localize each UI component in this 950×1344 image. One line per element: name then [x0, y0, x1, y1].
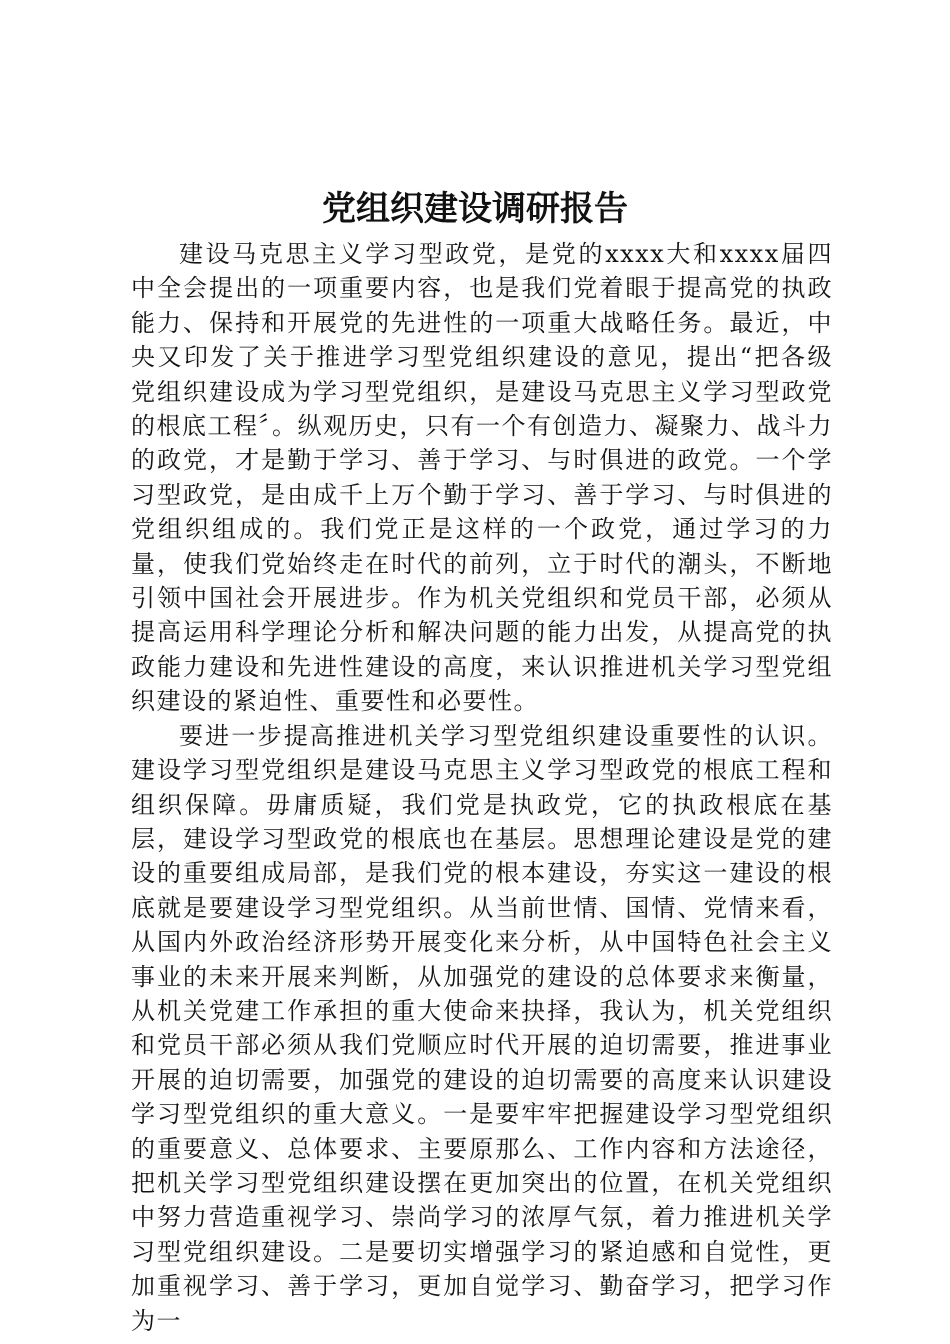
body-paragraph-1: 建设马克思主义学习型政党，是党的xxxx大和xxxx届四中全会提出的一项重要内容，也是我们党着眼于提高党的执政能力、保持和开展党的先进性的一项重大战略任务。最近，中央又印发了关于推进学习型党组织建设的意见，提出“把各级党组织建设成为学习型党组织，是建设马克思主义学习型政党的根底工程〞。纵观历史，只有一个有创造力、凝聚力、战斗力的政党，才是勤于学习、善于学习、与时俱进的政党。一个学习型政党，是由成千上万个勤于学习、善于学习、与时俱进的党组织组成的。我们党正是这样的一个政党，通过学习的力量，使我们党始终走在时代的前列，立于时代的潮头，不断地引领中国社会开展进步。作为机关党组织和党员干部，必须从提高运用科学理论分析和解决问题的能力出发，从提高党的执政能力建设和先进性建设的高度，来认识推进机关学习型党组织建设的紧迫性、重要性和必要性。 — [131, 240, 833, 716]
body-paragraph-2: 要进一步提高推进机关学习型党组织建设重要性的认识。建设学习型党组织是建设马克思主义学习型政党的根底工程和组织保障。毋庸质疑，我们党是执政党，它的执政根底在基层，建设学习型政党的根底也在基层。思想理论建设是党的建设的重要组成局部，是我们党的根本建设，夯实这一建设的根底就是要建设学习型党组织。从当前世情、国情、党情来看，从国内外政治经济形势开展变化来分析，从中国特色社会主义事业的未来开展来判断，从加强党的建设的总体要求来衡量，从机关党建工作承担的重大使命来抉择，我认为，机关党组织和党员干部必须从我们党顺应时代开展的迫切需要，推进事业开展的迫切需要，加强党的建设的迫切需要的高度来认识建设学习型党组织的重大意义。一是要牢牢把握建设学习型党组织的重要意义、总体要求、主要原那么、工作内容和方法途径，把机关学习型党组织建设摆在更加突出的位置，在机关党组织中努力营造重视学习、崇尚学习的浓厚气氛，着力推进机关学习型党组织建设。二是要切实增强学习的紧迫感和自觉性，更加重视学习、善于学习，更加自觉学习、勤奋学习，把学习作为一 — [131, 721, 833, 1335]
document-body — [131, 237, 833, 1338]
document-title: 党组织建设调研报告 — [322, 189, 628, 229]
